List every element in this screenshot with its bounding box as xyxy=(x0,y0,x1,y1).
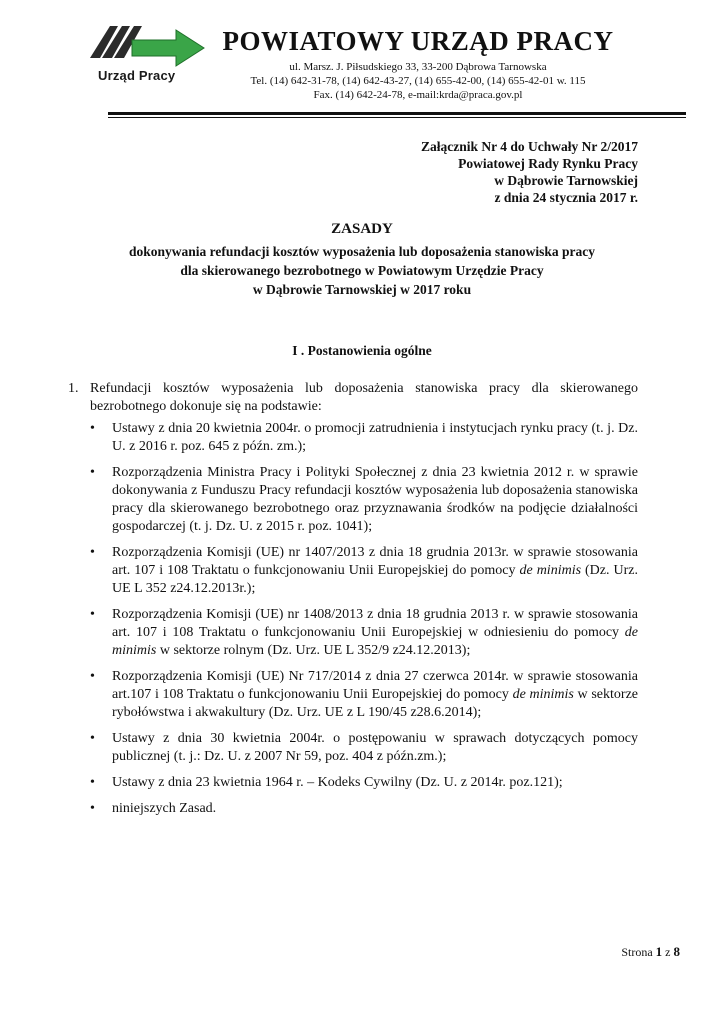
annex-block xyxy=(421,138,638,206)
annex-line-3: w Dąbrowie Tarnowskiej xyxy=(494,173,638,188)
bullet-icon: • xyxy=(90,607,95,622)
list-item xyxy=(90,606,638,660)
logo-arrow xyxy=(132,30,204,66)
subtitle-line-3: w Dąbrowie Tarnowskiej w 2017 roku xyxy=(252,282,472,297)
bullet-icon: • xyxy=(90,465,95,480)
organization-title: POWIATOWY URZĄD PRACY xyxy=(222,26,614,56)
header-address: ul. Marsz. J. Piłsudskiego 33, 33-200 Dąbrowa Tarnowska xyxy=(289,61,547,73)
page-footer xyxy=(621,944,680,960)
header-rule-thick xyxy=(108,112,686,115)
page-total: 8 xyxy=(673,944,680,959)
list-item-text: Ustawy z dnia 30 kwietnia 2004r. o postępowaniu w sprawach dotyczących pomocy publicznej (t. j.: Dz. U. z 2007 Nr 59, poz. 404 z późn.zm.); xyxy=(112,731,638,764)
bullet-icon: • xyxy=(90,421,95,436)
logo-text: Urząd Pracy xyxy=(98,68,176,83)
point-number: 1. xyxy=(68,381,79,396)
header-fax: Fax. (14) 642-24-78, e-mail:krda@praca.gov.pl xyxy=(313,89,523,101)
list-item-text: Rozporządzenia Komisji (UE) Nr 717/2014 z dnia 27 czerwca 2014r. w sprawie stosowania art.107 i 108 Traktatu o funkcjonowaniu Unii Europejskiej do pomocy de minimis w sektorze rybołówstwa i akwakultury (Dz. Urz. UE z L 190/45 z28.6.2014); xyxy=(112,669,638,720)
page-current: 1 xyxy=(655,944,663,959)
document-subtitle xyxy=(40,242,684,299)
point-1 xyxy=(68,380,638,416)
list-item-text: Ustawy z dnia 20 kwietnia 2004r. o promocji zatrudnienia i instytucjach rynku pracy (t. j. Dz. U. z 2016 r. poz. 645 z późn. zm.); xyxy=(112,421,638,454)
list-item-text: Rozporządzenia Komisji (UE) nr 1408/2013 z dnia 18 grudnia 2013 r. w sprawie stosowania art. 107 i 108 Traktatu o funkcjonowaniu Unii Europejskiej w odniesieniu do pomocy de minimis w sektorze rolnym (Dz. Urz. UE L 352/9 z24.12.2013); xyxy=(112,607,638,658)
list-item xyxy=(90,420,638,456)
page-label: Strona xyxy=(621,945,653,959)
list-item-text: Rozporządzenia Ministra Pracy i Polityki Społecznej z dnia 23 kwietnia 2012 r. w sprawie dokonywania z Funduszu Pracy refundacji kosztów wyposażenia lub doposażenia stanowiska pracy dla skierowanego bezrobotnego oraz przyznawania środków na podjęcie działalności gospodarczej (t. j. Dz. U. z 2015 r. poz. 1041); xyxy=(112,465,638,534)
list-item-text: Ustawy z dnia 23 kwietnia 1964 r. – Kodeks Cywilny (Dz. U. z 2014r. poz.121); xyxy=(112,775,563,790)
list-item xyxy=(90,730,638,766)
list-item xyxy=(90,800,638,818)
list-item xyxy=(90,544,638,598)
subtitle-line-1: dokonywania refundacji kosztów wyposażenia lub doposażenia stanowiska pracy xyxy=(129,244,595,259)
legal-basis-list xyxy=(90,420,638,826)
header-phone: Tel. (14) 642-31-78, (14) 642-43-27, (14) 655-42-00, (14) 655-42-01 w. 115 xyxy=(250,75,586,87)
list-item-text: Rozporządzenia Komisji (UE) nr 1407/2013 z dnia 18 grudnia 2013r. w sprawie stosowania art. 107 i 108 Traktatu o funkcjonowaniu Unii Europejskiej do pomocy de minimis (Dz. Urz. UE L 352 z24.12.2013r.); xyxy=(112,545,638,596)
bullet-icon: • xyxy=(90,775,95,790)
document-title: ZASADY xyxy=(331,221,393,237)
header-rule-thin xyxy=(108,117,686,118)
annex-line-1: Załącznik Nr 4 do Uchwały Nr 2/2017 xyxy=(420,139,638,154)
list-item xyxy=(90,668,638,722)
section-heading: I . Postanowienia ogólne xyxy=(292,343,432,358)
bullet-icon: • xyxy=(90,545,95,560)
bullet-icon: • xyxy=(90,801,95,816)
subtitle-line-2: dla skierowanego bezrobotnego w Powiatowym Urzędzie Pracy xyxy=(180,263,544,278)
list-item xyxy=(90,774,638,792)
annex-line-4: z dnia 24 stycznia 2017 r. xyxy=(494,190,638,205)
bullet-icon: • xyxy=(90,731,95,746)
page-separator: z xyxy=(665,945,671,959)
bullet-icon: • xyxy=(90,669,95,684)
list-item xyxy=(90,464,638,536)
list-item-text: niniejszych Zasad. xyxy=(112,801,217,816)
annex-line-2: Powiatowej Rady Rynku Pracy xyxy=(458,156,638,171)
point-text: Refundacji kosztów wyposażenia lub doposażenia stanowiska pracy dla skierowanego bezrobotnego dokonuje się na podstawie: xyxy=(90,381,638,414)
